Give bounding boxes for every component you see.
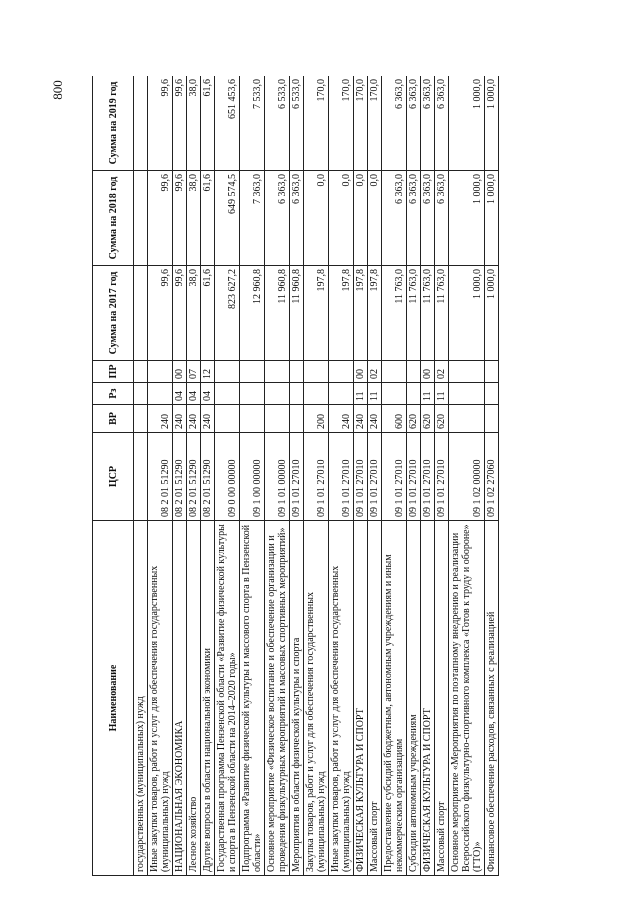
header-sum-2017: Сумма на 2017 год	[93, 266, 134, 361]
header-pr: ПР	[93, 361, 134, 383]
cell-vr: 240	[148, 405, 173, 433]
cell-csr: 09 1 01 27010	[304, 433, 329, 521]
cell-rz	[485, 383, 499, 405]
cell-rz: 11	[435, 383, 449, 405]
header-vr: ВР	[93, 405, 134, 433]
cell-pr	[449, 361, 485, 383]
table-row	[421, 76, 435, 876]
cell-csr: 09 1 01 00000	[265, 433, 290, 521]
cell-rz	[304, 383, 329, 405]
table-row	[329, 76, 354, 876]
table-row	[485, 76, 499, 876]
cell-name: Массовый спорт	[368, 521, 382, 876]
cell-pr	[265, 361, 290, 383]
table-body	[134, 76, 499, 876]
cell-sum-2017: 197,8	[354, 266, 368, 361]
cell-vr	[240, 405, 265, 433]
cell-pr: 00	[173, 361, 187, 383]
cell-sum-2019: 6 363,0	[421, 76, 435, 171]
cell-pr: 00	[354, 361, 368, 383]
cell-name: ФИЗИЧЕСКАЯ КУЛЬТУРА И СПОРТ	[354, 521, 368, 876]
cell-sum-2019: 99,6	[173, 76, 187, 171]
header-rz: Рз	[93, 383, 134, 405]
cell-vr: 240	[201, 405, 215, 433]
cell-pr: 07	[187, 361, 201, 383]
table-row	[382, 76, 407, 876]
cell-vr: 240	[173, 405, 187, 433]
cell-name: Закупка товаров, работ и услуг для обеспечения государственных (муниципальных) нужд	[304, 521, 329, 876]
cell-sum-2018: 99,6	[173, 171, 187, 266]
rotated-page-region	[92, 76, 584, 876]
cell-csr: 08 2 01 51290	[187, 433, 201, 521]
table-row	[407, 76, 421, 876]
cell-sum-2017: 197,8	[304, 266, 329, 361]
cell-vr: 620	[421, 405, 435, 433]
cell-sum-2018: 0,0	[304, 171, 329, 266]
cell-csr: 09 0 00 00000	[215, 433, 240, 521]
cell-rz: 11	[368, 383, 382, 405]
cell-csr	[134, 433, 148, 521]
cell-sum-2019: 6 533,0	[265, 76, 290, 171]
table-row	[265, 76, 290, 876]
table-row	[435, 76, 449, 876]
cell-sum-2018: 6 363,0	[265, 171, 290, 266]
cell-sum-2017	[134, 266, 148, 361]
cell-vr	[290, 405, 304, 433]
cell-sum-2017: 99,6	[173, 266, 187, 361]
cell-sum-2017: 11 960,8	[290, 266, 304, 361]
cell-name: государственных (муниципальных) нужд	[134, 521, 148, 876]
header-sum-2019: Сумма на 2019 год	[93, 76, 134, 171]
cell-pr	[304, 361, 329, 383]
cell-vr	[134, 405, 148, 433]
cell-rz	[215, 383, 240, 405]
cell-sum-2018: 0,0	[329, 171, 354, 266]
cell-name: Иные закупки товаров, работ и услуг для обеспечения государственных (муниципальных) нужд	[148, 521, 173, 876]
cell-sum-2019: 6 363,0	[382, 76, 407, 171]
cell-pr	[407, 361, 421, 383]
cell-csr: 09 1 01 27010	[329, 433, 354, 521]
cell-pr	[240, 361, 265, 383]
cell-sum-2018: 649 574,5	[215, 171, 240, 266]
cell-vr: 620	[435, 405, 449, 433]
cell-sum-2019	[134, 76, 148, 171]
cell-vr	[265, 405, 290, 433]
cell-sum-2018: 6 363,0	[421, 171, 435, 266]
cell-vr: 240	[354, 405, 368, 433]
cell-sum-2017: 11 763,0	[421, 266, 435, 361]
cell-pr	[382, 361, 407, 383]
cell-sum-2019: 170,0	[368, 76, 382, 171]
cell-csr: 09 1 01 27010	[382, 433, 407, 521]
cell-pr: 02	[435, 361, 449, 383]
cell-sum-2017: 1 000,0	[485, 266, 499, 361]
cell-rz	[134, 383, 148, 405]
cell-sum-2018: 7 363,0	[240, 171, 265, 266]
cell-pr: 12	[201, 361, 215, 383]
cell-sum-2019: 7 533,0	[240, 76, 265, 171]
cell-pr: 00	[421, 361, 435, 383]
cell-vr: 200	[304, 405, 329, 433]
cell-vr: 240	[187, 405, 201, 433]
page-number: 800	[50, 80, 65, 100]
cell-sum-2019: 1 000,0	[485, 76, 499, 171]
header-name: Наименование	[93, 521, 134, 876]
cell-sum-2017: 197,8	[368, 266, 382, 361]
cell-vr	[485, 405, 499, 433]
cell-pr	[290, 361, 304, 383]
cell-rz	[329, 383, 354, 405]
cell-sum-2019: 651 453,6	[215, 76, 240, 171]
cell-sum-2017: 11 960,8	[265, 266, 290, 361]
cell-rz	[290, 383, 304, 405]
cell-sum-2018: 6 363,0	[407, 171, 421, 266]
table-row	[201, 76, 215, 876]
cell-name: Основное мероприятие «Физическое воспитание и обеспечение организации и проведения физкультурных мероприятий и массовых спортивных мероприятий»	[265, 521, 290, 876]
cell-sum-2018: 0,0	[354, 171, 368, 266]
table-row	[368, 76, 382, 876]
cell-csr: 09 1 01 27010	[435, 433, 449, 521]
cell-sum-2018: 0,0	[368, 171, 382, 266]
cell-sum-2018: 1 000,0	[485, 171, 499, 266]
cell-csr: 09 1 01 27010	[354, 433, 368, 521]
cell-rz	[148, 383, 173, 405]
cell-sum-2018	[134, 171, 148, 266]
cell-sum-2018: 38,0	[187, 171, 201, 266]
header-csr: ЦСР	[93, 433, 134, 521]
cell-rz: 11	[354, 383, 368, 405]
cell-sum-2017: 11 763,0	[407, 266, 421, 361]
cell-name: Другие вопросы в области национальной экономики	[201, 521, 215, 876]
cell-sum-2017: 197,8	[329, 266, 354, 361]
table-row	[290, 76, 304, 876]
cell-sum-2017: 11 763,0	[382, 266, 407, 361]
cell-name: Иные закупки товаров, работ и услуг для обеспечения государственных (муниципальных) нужд	[329, 521, 354, 876]
cell-csr: 09 1 02 00000	[449, 433, 485, 521]
cell-sum-2019: 170,0	[354, 76, 368, 171]
cell-sum-2019: 38,0	[187, 76, 201, 171]
cell-pr	[329, 361, 354, 383]
cell-sum-2017: 61,6	[201, 266, 215, 361]
cell-csr: 09 1 01 27010	[407, 433, 421, 521]
cell-sum-2017: 38,0	[187, 266, 201, 361]
cell-csr: 08 2 01 51290	[148, 433, 173, 521]
cell-csr: 09 1 01 27010	[421, 433, 435, 521]
cell-sum-2018: 6 363,0	[435, 171, 449, 266]
cell-sum-2018: 1 000,0	[449, 171, 485, 266]
table-row	[449, 76, 485, 876]
cell-name: Государственная программа Пензенской области «Развитие физической культуры и спорта в Пензенской области на 2014–2020 годы»	[215, 521, 240, 876]
cell-csr: 08 2 01 51290	[173, 433, 187, 521]
table-row	[148, 76, 173, 876]
table-row	[134, 76, 148, 876]
cell-pr	[148, 361, 173, 383]
cell-sum-2017: 823 627,2	[215, 266, 240, 361]
cell-vr: 240	[368, 405, 382, 433]
cell-rz: 11	[421, 383, 435, 405]
cell-name: ФИЗИЧЕСКАЯ КУЛЬТУРА И СПОРТ	[421, 521, 435, 876]
cell-rz: 04	[201, 383, 215, 405]
cell-sum-2017: 11 763,0	[435, 266, 449, 361]
cell-rz	[382, 383, 407, 405]
cell-name: Лесное хозяйство	[187, 521, 201, 876]
cell-vr: 620	[407, 405, 421, 433]
cell-rz	[449, 383, 485, 405]
rotated-table-container	[92, 76, 584, 876]
cell-sum-2018: 99,6	[148, 171, 173, 266]
cell-csr: 09 1 01 27010	[290, 433, 304, 521]
cell-name: Предоставление субсидий бюджетным, автономным учреждениям и иным некоммерческим организациям	[382, 521, 407, 876]
cell-name: НАЦИОНАЛЬНАЯ ЭКОНОМИКА	[173, 521, 187, 876]
cell-name: Массовый спорт	[435, 521, 449, 876]
cell-sum-2019: 170,0	[304, 76, 329, 171]
cell-sum-2017: 12 960,8	[240, 266, 265, 361]
cell-sum-2019: 6 363,0	[407, 76, 421, 171]
cell-vr: 600	[382, 405, 407, 433]
cell-sum-2018: 6 363,0	[290, 171, 304, 266]
cell-pr	[134, 361, 148, 383]
table-row	[187, 76, 201, 876]
cell-sum-2019: 6 363,0	[435, 76, 449, 171]
cell-sum-2017: 1 000,0	[449, 266, 485, 361]
table-header-row	[93, 76, 134, 876]
cell-vr	[215, 405, 240, 433]
cell-sum-2017: 99,6	[148, 266, 173, 361]
cell-pr	[215, 361, 240, 383]
table-row	[240, 76, 265, 876]
cell-name: Мероприятия в области физической культуры и спорта	[290, 521, 304, 876]
cell-sum-2019: 1 000,0	[449, 76, 485, 171]
cell-csr: 09 1 02 27060	[485, 433, 499, 521]
cell-name: Субсидии автономным учреждениям	[407, 521, 421, 876]
cell-name: Подпрограмма «Развитие физической культуры и массового спорта в Пензенской области»	[240, 521, 265, 876]
cell-pr	[485, 361, 499, 383]
cell-sum-2018: 6 363,0	[382, 171, 407, 266]
table-row	[173, 76, 187, 876]
cell-sum-2019: 170,0	[329, 76, 354, 171]
cell-rz	[240, 383, 265, 405]
cell-csr: 08 2 01 51290	[201, 433, 215, 521]
cell-csr: 09 1 00 00000	[240, 433, 265, 521]
table-row	[304, 76, 329, 876]
cell-name: Основное мероприятие «Мероприятия по поэтапному внедрению и реализации Всероссийского физкультурно-спортивного комплекса «Готов к труду и обороне» (ГТО)»	[449, 521, 485, 876]
cell-vr	[449, 405, 485, 433]
cell-rz	[407, 383, 421, 405]
cell-rz: 04	[187, 383, 201, 405]
budget-table	[92, 76, 499, 876]
cell-sum-2019: 61,6	[201, 76, 215, 171]
cell-rz	[265, 383, 290, 405]
cell-sum-2018: 61,6	[201, 171, 215, 266]
cell-rz: 04	[173, 383, 187, 405]
cell-sum-2019: 6 533,0	[290, 76, 304, 171]
cell-name: Финансовое обеспечение расходов, связанных с реализацией	[485, 521, 499, 876]
cell-pr: 02	[368, 361, 382, 383]
cell-vr: 240	[329, 405, 354, 433]
table-row	[354, 76, 368, 876]
table-row	[215, 76, 240, 876]
header-sum-2018: Сумма на 2018 год	[93, 171, 134, 266]
cell-sum-2019: 99,6	[148, 76, 173, 171]
cell-csr: 09 1 01 27010	[368, 433, 382, 521]
